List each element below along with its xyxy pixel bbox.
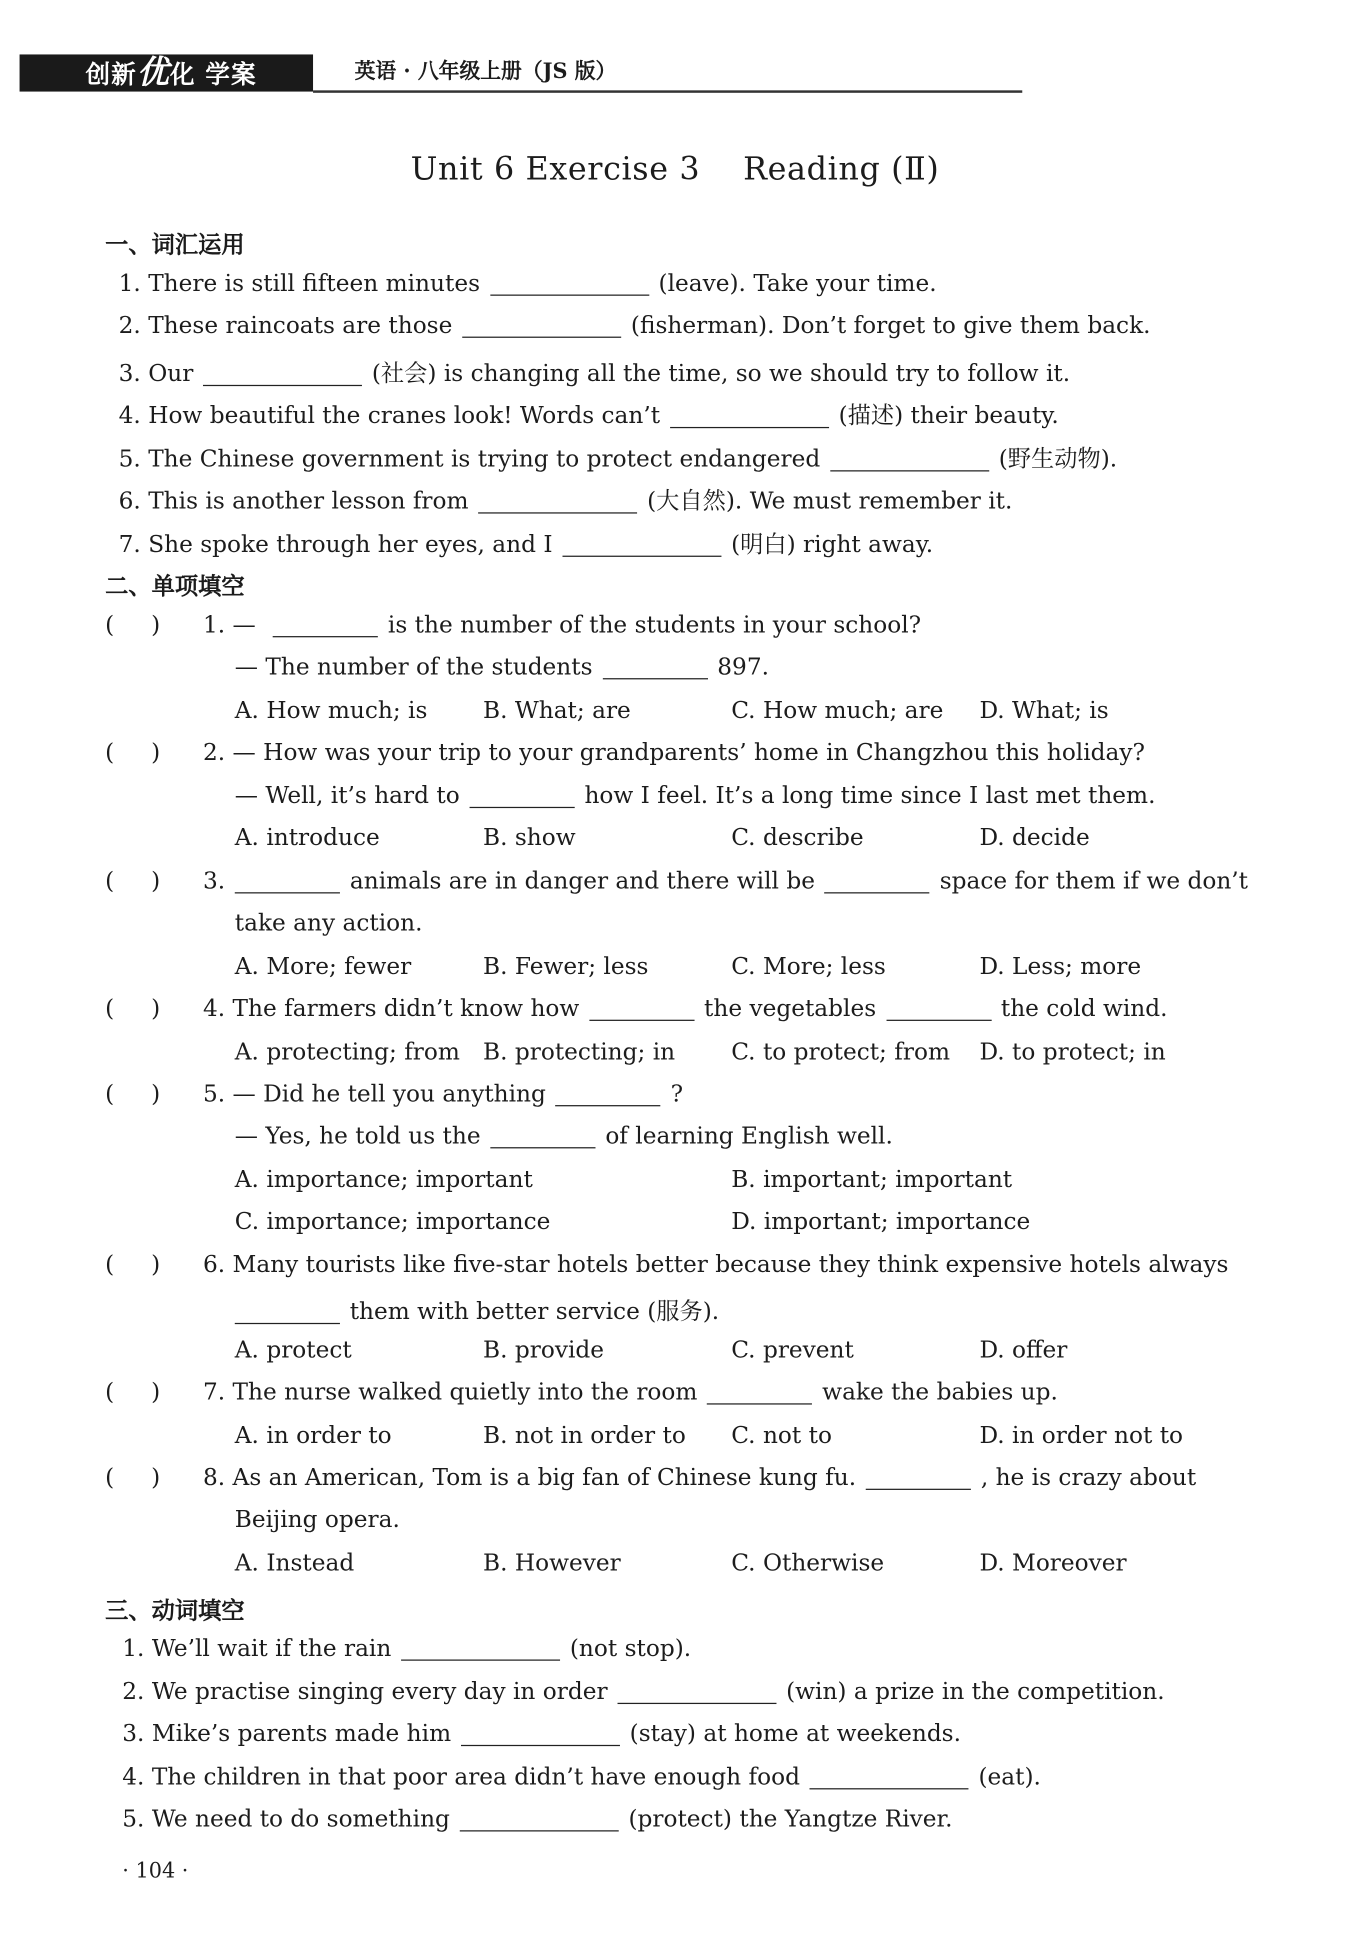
question-line: 2. — How was your trip to your grandparents’ home in Changzhou this holiday? (202, 738, 1145, 767)
section-heading-vocabulary: 一、词汇运用 (105, 231, 245, 259)
answer-blank[interactable] (670, 403, 829, 428)
answer-bracket[interactable]: ( ) (105, 738, 161, 767)
answer-blank[interactable] (461, 1721, 620, 1746)
answer-blank[interactable] (562, 532, 721, 557)
vocab-item: 4. How beautiful the cranes look! Words can’t (描述) their beauty. (118, 402, 1059, 430)
section-heading-verb-fill: 三、动词填空 (105, 1597, 245, 1625)
question-line: 4. The farmers didn’t know how the vegetables the cold wind. (202, 994, 1168, 1023)
vocab-item: 6. This is another lesson from (大自然). We must remember it. (118, 487, 1013, 515)
answer-bracket[interactable]: ( ) (105, 994, 161, 1023)
answer-blank[interactable] (462, 313, 621, 338)
question-line: — Well, it’s hard to how I feel. It’s a long time since I last met them. (234, 782, 1156, 810)
answer-bracket[interactable]: ( ) (105, 611, 161, 639)
option[interactable]: D. Less; more (979, 952, 1142, 981)
answer-blank[interactable] (830, 446, 989, 471)
answer-bracket[interactable]: ( ) (105, 1251, 161, 1279)
answer-bracket[interactable]: ( ) (105, 1463, 161, 1492)
option[interactable]: B. What; are (483, 696, 631, 724)
question-line: 5. — Did he tell you anything ? (202, 1080, 684, 1108)
verb-item: 3. Mike’s parents made him (stay) at home at weekends. (122, 1720, 962, 1748)
verb-item: 5. We need to do something (protect) the Yangtze River. (122, 1805, 953, 1833)
section-heading-multiple-choice: 二、单项填空 (105, 572, 245, 601)
answer-blank[interactable] (235, 1299, 340, 1324)
answer-blank[interactable] (490, 1123, 595, 1148)
answer-blank[interactable] (866, 1465, 971, 1490)
option[interactable]: B. However (483, 1549, 621, 1577)
option[interactable]: C. not to (731, 1421, 832, 1450)
answer-bracket[interactable]: ( ) (105, 1378, 161, 1406)
option[interactable]: B. provide (483, 1336, 605, 1364)
vocab-item: 5. The Chinese government is trying to protect endangered (野生动物). (118, 445, 1118, 473)
option[interactable]: C. describe (731, 824, 864, 852)
question-line: 6. Many tourists like five-star hotels better because they think expensive hotels always (202, 1251, 1229, 1279)
option[interactable]: C. importance; importance (234, 1207, 551, 1236)
question-line: 7. The nurse walked quietly into the room wake the babies up. (202, 1378, 1058, 1406)
answer-blank[interactable] (478, 489, 637, 514)
option[interactable]: A. protecting; from (234, 1038, 460, 1066)
option[interactable]: D. to protect; in (979, 1038, 1166, 1066)
page-title: Unit 6 Exercise 3 Reading (Ⅱ) (410, 150, 940, 189)
verb-item: 2. We practise singing every day in order (win) a prize in the competition. (122, 1678, 1165, 1706)
option[interactable]: B. not in order to (483, 1421, 686, 1450)
answer-blank[interactable] (490, 271, 649, 296)
question-line: 8. As an American, Tom is a big fan of Chinese kung fu. , he is crazy about (202, 1463, 1197, 1492)
option[interactable]: A. How much; is (234, 696, 428, 724)
answer-blank[interactable] (589, 996, 694, 1021)
answer-blank[interactable] (203, 361, 362, 386)
option[interactable]: D. important; importance (731, 1207, 1031, 1236)
book-title: 英语 · 八年级上册（JS 版） (354, 59, 617, 85)
answer-blank[interactable] (470, 783, 575, 808)
option[interactable]: B. important; important (731, 1165, 1013, 1193)
answer-blank[interactable] (617, 1679, 776, 1704)
question-line: — Yes, he told us the of learning English well. (234, 1122, 893, 1150)
question-line: 1. — is the number of the students in your school? (202, 611, 922, 639)
option[interactable]: C. to protect; from (731, 1038, 951, 1066)
option[interactable]: B. protecting; in (483, 1038, 676, 1066)
option[interactable]: A. Instead (234, 1549, 355, 1577)
question-line: 3. animals are in danger and there will be space for them if we don’t (202, 867, 1249, 895)
option[interactable]: D. in order not to (979, 1421, 1184, 1450)
question-line: — The number of the students 897. (234, 653, 770, 681)
option[interactable]: A. introduce (234, 824, 380, 852)
option[interactable]: D. What; is (979, 696, 1109, 724)
option[interactable]: C. More; less (731, 952, 886, 981)
option[interactable]: A. protect (234, 1336, 352, 1364)
vocab-item: 1. There is still fifteen minutes (leave). Take your time. (118, 269, 937, 297)
option[interactable]: A. in order to (234, 1421, 392, 1450)
option[interactable]: D. decide (979, 824, 1090, 852)
verb-item: 4. The children in that poor area didn’t have enough food (eat). (122, 1763, 1041, 1791)
brand-logo: 创新优化 学案 (85, 54, 257, 92)
option[interactable]: C. How much; are (731, 696, 944, 724)
option[interactable]: B. show (483, 824, 576, 852)
answer-blank[interactable] (707, 1380, 812, 1405)
answer-blank[interactable] (273, 612, 378, 637)
question-line: Beijing opera. (234, 1506, 400, 1534)
answer-bracket[interactable]: ( ) (105, 1080, 161, 1108)
answer-blank[interactable] (235, 868, 340, 893)
answer-blank[interactable] (810, 1764, 969, 1789)
option[interactable]: C. Otherwise (731, 1549, 885, 1577)
vocab-item: 2. These raincoats are those (fisherman). Don’t forget to give them back. (118, 311, 1151, 340)
answer-blank[interactable] (825, 868, 930, 893)
answer-blank[interactable] (886, 996, 991, 1021)
vocab-item: 3. Our (社会) is changing all the time, so we should try to follow it. (118, 360, 1071, 388)
answer-blank[interactable] (556, 1081, 661, 1106)
option[interactable]: A. importance; important (234, 1165, 533, 1193)
answer-blank[interactable] (602, 654, 707, 679)
option[interactable]: B. Fewer; less (483, 952, 649, 981)
answer-blank[interactable] (401, 1636, 560, 1661)
header-rule (313, 90, 1022, 92)
answer-blank[interactable] (460, 1806, 619, 1831)
answer-bracket[interactable]: ( ) (105, 867, 161, 895)
question-line: take any action. (234, 909, 423, 937)
option[interactable]: A. More; fewer (234, 952, 412, 981)
option[interactable]: D. offer (979, 1336, 1068, 1364)
vocab-item: 7. She spoke through her eyes, and I (明白) right away. (118, 530, 934, 559)
option[interactable]: D. Moreover (979, 1549, 1127, 1577)
question-line: them with better service (服务). (225, 1293, 719, 1326)
option[interactable]: C. prevent (731, 1336, 854, 1364)
verb-item: 1. We’ll wait if the rain (not stop). (122, 1634, 692, 1662)
page-number: · 104 · (122, 1858, 189, 1884)
